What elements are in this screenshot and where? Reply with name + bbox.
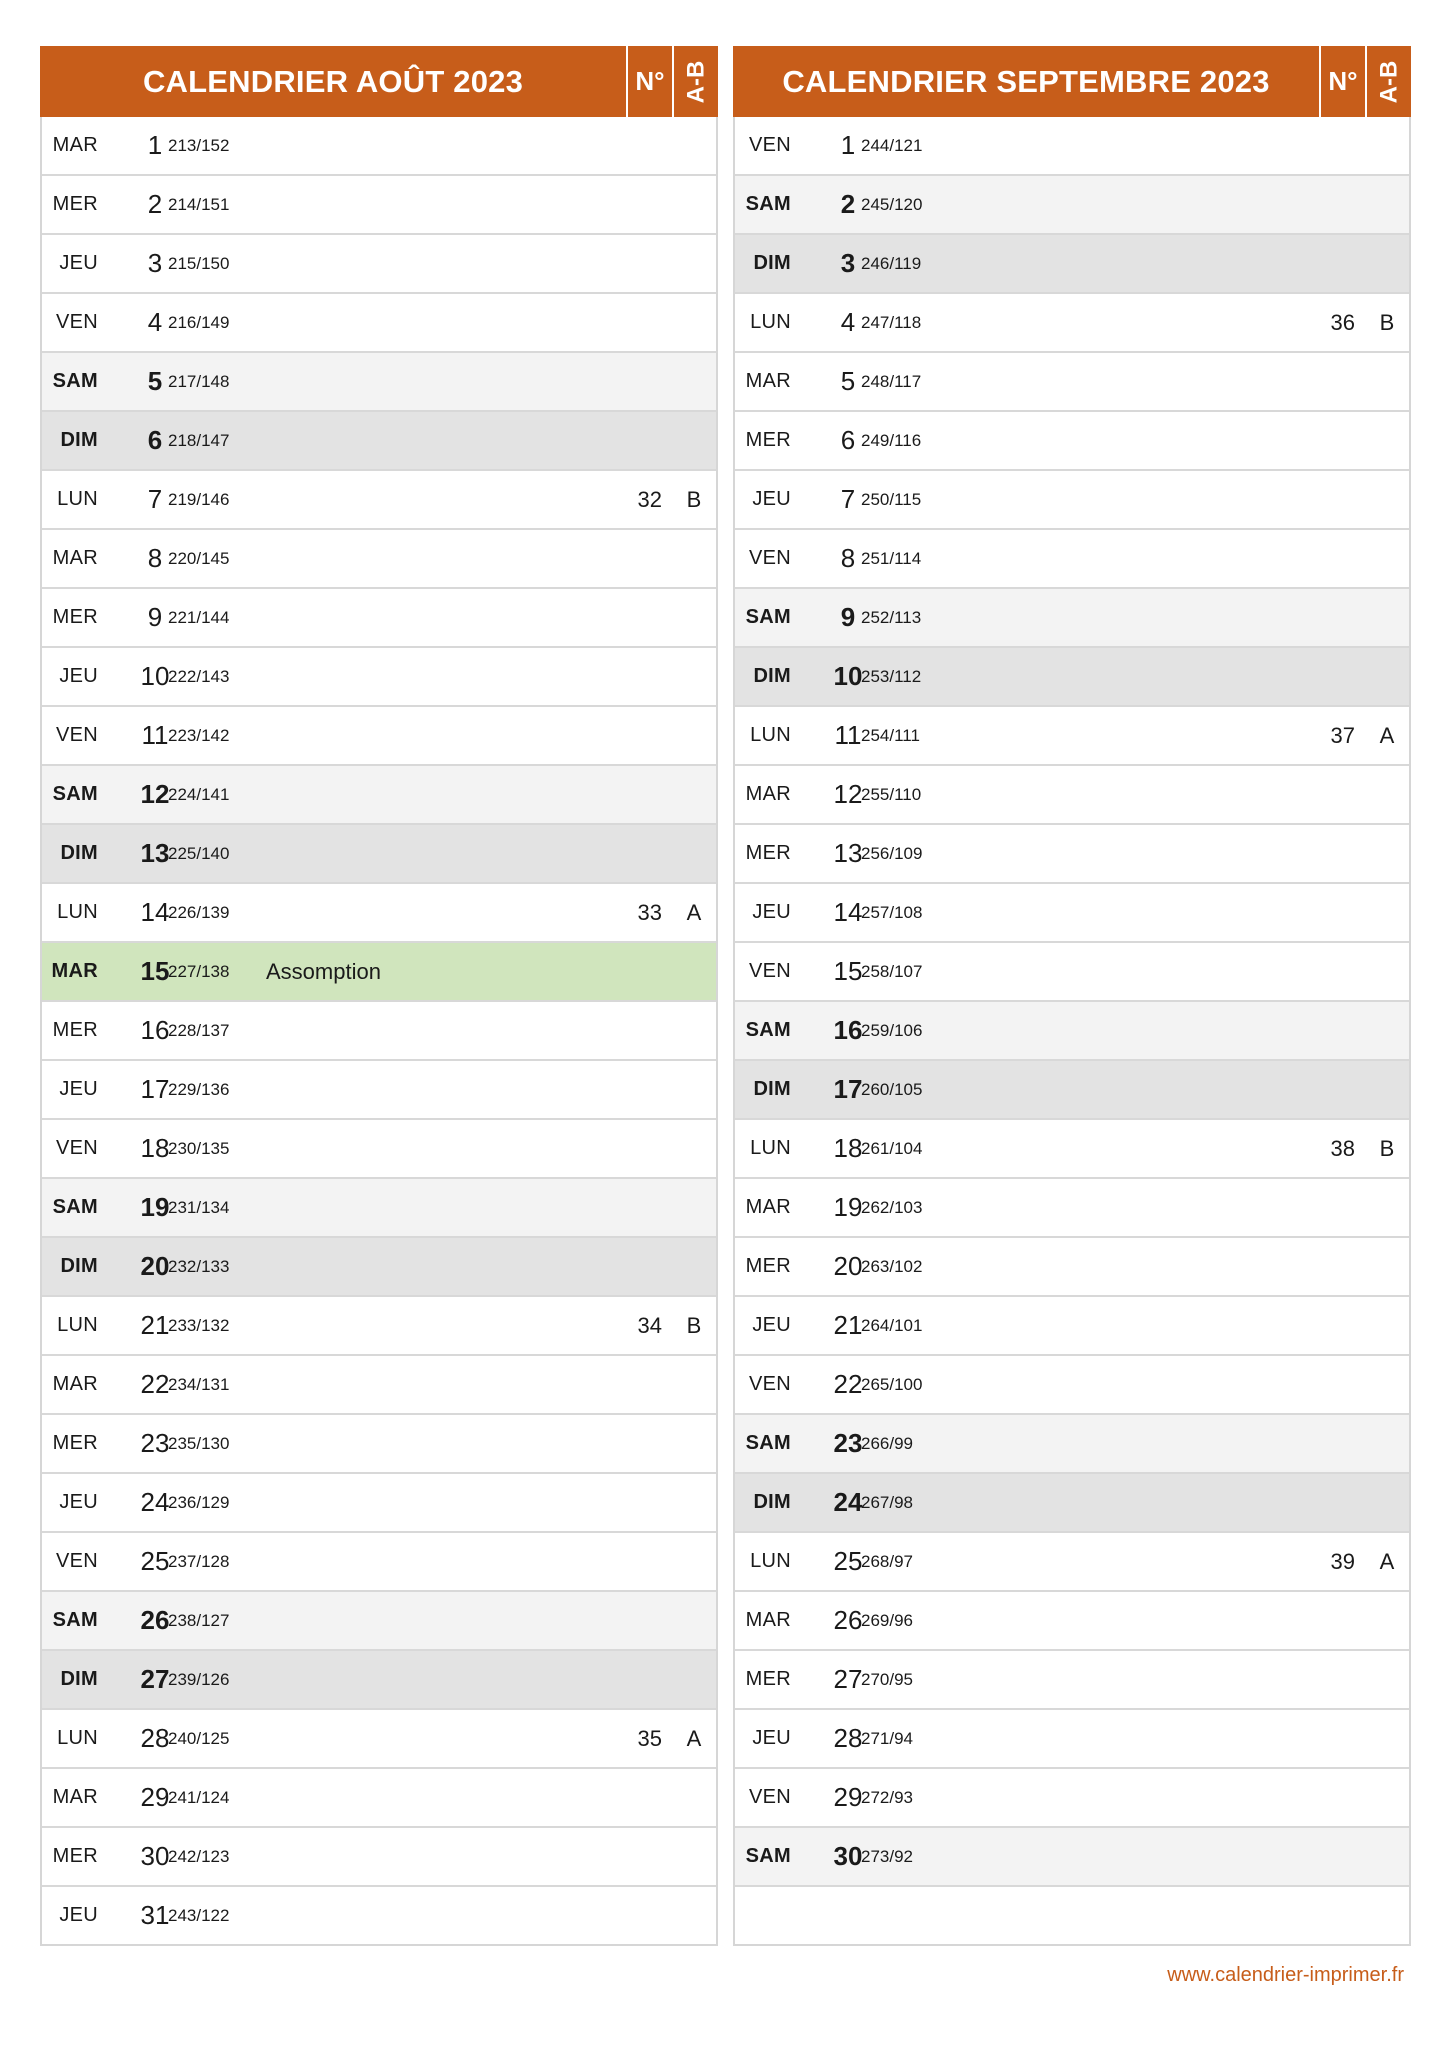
day-ordinal: 221/144 — [168, 607, 230, 627]
day-ordinal: 255/110 — [861, 784, 922, 804]
day-number: 5 — [147, 366, 163, 396]
day-ordinal: 220/145 — [168, 548, 230, 568]
day-number: 2 — [147, 189, 163, 219]
day-ordinal: 222/143 — [168, 666, 230, 686]
week-ab: A — [686, 1725, 702, 1751]
day-row — [42, 1826, 716, 1885]
day-row — [42, 469, 716, 528]
day-ordinal: 236/129 — [168, 1492, 230, 1512]
week-number: 32 — [637, 486, 662, 512]
day-of-week: JEU — [752, 488, 791, 510]
day-ordinal: 230/135 — [168, 1138, 230, 1158]
day-number: 6 — [147, 425, 163, 455]
day-row — [42, 1059, 716, 1118]
day-of-week: VEN — [748, 1373, 791, 1395]
day-row — [735, 646, 1409, 705]
day-row — [735, 410, 1409, 469]
day-ordinal: 238/127 — [168, 1610, 230, 1630]
day-row — [735, 941, 1409, 1000]
day-row — [42, 1767, 716, 1826]
day-ordinal: 264/101 — [861, 1315, 923, 1335]
week-ab: B — [686, 486, 702, 512]
week-ab-header-label: A-B — [682, 60, 709, 103]
day-number: 9 — [147, 602, 163, 632]
day-number: 29 — [140, 1782, 170, 1812]
day-of-week: JEU — [752, 1314, 791, 1336]
day-number: 24 — [140, 1487, 170, 1517]
day-of-week: VEN — [748, 1786, 791, 1808]
day-of-week: LUN — [57, 488, 98, 510]
day-of-week: VEN — [748, 547, 791, 569]
day-row — [42, 1295, 716, 1354]
day-of-week: JEU — [59, 252, 98, 274]
day-of-week: MER — [52, 1845, 98, 1867]
day-ordinal: 269/96 — [861, 1610, 913, 1630]
week-number: 34 — [637, 1312, 662, 1338]
day-ordinal: 266/99 — [861, 1433, 913, 1453]
week-ab: A — [686, 899, 702, 925]
day-ordinal: 227/138 — [168, 961, 230, 981]
day-of-week: DIM — [753, 1078, 791, 1100]
day-number: 12 — [833, 779, 863, 809]
day-ordinal: 241/124 — [168, 1787, 230, 1807]
day-ordinal: 271/94 — [861, 1728, 913, 1748]
day-number: 22 — [140, 1369, 170, 1399]
day-ordinal: 234/131 — [168, 1374, 230, 1394]
day-ordinal: 250/115 — [861, 489, 922, 509]
day-of-week: DIM — [60, 1255, 98, 1277]
day-ordinal: 247/118 — [861, 312, 922, 332]
day-number: 21 — [140, 1310, 170, 1340]
day-number: 5 — [840, 366, 856, 396]
day-number: 19 — [140, 1192, 170, 1222]
day-number: 7 — [840, 484, 856, 514]
day-ordinal: 245/120 — [861, 194, 923, 214]
day-of-week: VEN — [748, 960, 791, 982]
day-number: 13 — [140, 838, 170, 868]
day-of-week: SAM — [52, 1609, 98, 1631]
day-ordinal: 268/97 — [861, 1551, 913, 1571]
day-row — [42, 174, 716, 233]
day-number: 28 — [833, 1723, 863, 1753]
week-ab: B — [1379, 309, 1395, 335]
day-number: 28 — [140, 1723, 170, 1753]
day-ordinal: 263/102 — [861, 1256, 923, 1276]
day-of-week: LUN — [57, 1314, 98, 1336]
day-ordinal: 218/147 — [168, 430, 230, 450]
day-of-week: SAM — [52, 370, 98, 392]
day-of-week: JEU — [752, 901, 791, 923]
day-number: 4 — [840, 307, 856, 337]
day-number: 17 — [833, 1074, 863, 1104]
day-of-week: DIM — [60, 429, 98, 451]
day-number: 4 — [147, 307, 163, 337]
day-of-week: LUN — [750, 724, 791, 746]
day-row — [735, 587, 1409, 646]
day-ordinal: 254/111 — [861, 725, 920, 745]
day-row — [735, 1236, 1409, 1295]
week-number: 39 — [1330, 1548, 1355, 1574]
day-number: 13 — [833, 838, 863, 868]
day-number: 17 — [140, 1074, 170, 1104]
day-ordinal: 237/128 — [168, 1551, 230, 1571]
day-of-week: JEU — [59, 665, 98, 687]
calendar-title: CALENDRIER SEPTEMBRE 2023 — [782, 63, 1270, 99]
day-ordinal: 228/137 — [168, 1020, 230, 1040]
day-number: 3 — [147, 248, 163, 278]
day-number: 14 — [833, 897, 863, 927]
day-number: 21 — [833, 1310, 863, 1340]
day-number: 14 — [140, 897, 170, 927]
day-number: 10 — [833, 661, 863, 691]
day-rows — [42, 117, 716, 1944]
day-of-week: MER — [52, 1019, 98, 1041]
day-number: 18 — [140, 1133, 170, 1163]
day-of-week: MAR — [745, 1609, 791, 1631]
day-ordinal: 262/103 — [861, 1197, 923, 1217]
day-ordinal: 270/95 — [861, 1669, 913, 1689]
day-row — [735, 351, 1409, 410]
calendar-header — [733, 46, 1411, 117]
day-number: 29 — [833, 1782, 863, 1812]
day-of-week: VEN — [55, 1137, 98, 1159]
day-ordinal: 214/151 — [168, 194, 230, 214]
day-row — [42, 646, 716, 705]
day-number: 1 — [147, 130, 163, 160]
day-row — [42, 233, 716, 292]
day-row — [735, 1649, 1409, 1708]
day-of-week: DIM — [753, 665, 791, 687]
week-number-header: N° — [1319, 46, 1365, 117]
day-ordinal: 219/146 — [168, 489, 230, 509]
calendar-header — [40, 46, 718, 117]
day-ordinal: 260/105 — [861, 1079, 923, 1099]
day-row — [735, 469, 1409, 528]
day-ordinal: 226/139 — [168, 902, 230, 922]
day-number: 19 — [833, 1192, 863, 1222]
day-ordinal: 223/142 — [168, 725, 230, 745]
day-rows — [735, 117, 1409, 1944]
week-number: 33 — [637, 899, 662, 925]
day-number: 6 — [840, 425, 856, 455]
day-row — [42, 1708, 716, 1767]
day-row — [42, 823, 716, 882]
day-of-week: MER — [745, 429, 791, 451]
day-of-week: LUN — [750, 311, 791, 333]
day-row — [42, 705, 716, 764]
day-number: 7 — [147, 484, 163, 514]
day-of-week: VEN — [55, 724, 98, 746]
day-row — [42, 587, 716, 646]
day-ordinal: 233/132 — [168, 1315, 230, 1335]
day-row — [735, 882, 1409, 941]
day-ordinal: 224/141 — [168, 784, 230, 804]
day-row — [42, 1531, 716, 1590]
day-ordinal: 259/106 — [861, 1020, 923, 1040]
day-of-week: LUN — [57, 1727, 98, 1749]
day-row — [735, 1413, 1409, 1472]
week-number: 36 — [1330, 309, 1355, 335]
day-of-week: LUN — [57, 901, 98, 923]
day-of-week: JEU — [59, 1904, 98, 1926]
day-ordinal: 242/123 — [168, 1846, 230, 1866]
day-row — [42, 1118, 716, 1177]
day-ordinal: 261/104 — [861, 1138, 923, 1158]
day-row — [735, 1767, 1409, 1826]
day-ordinal: 229/136 — [168, 1079, 230, 1099]
day-of-week: DIM — [753, 1491, 791, 1513]
day-row — [735, 1590, 1409, 1649]
day-of-week: LUN — [750, 1550, 791, 1572]
day-row — [42, 1413, 716, 1472]
day-ordinal: 243/122 — [168, 1905, 230, 1925]
day-ordinal: 215/150 — [168, 253, 230, 273]
day-number: 22 — [833, 1369, 863, 1399]
day-ordinal: 213/152 — [168, 135, 230, 155]
week-ab: B — [686, 1312, 702, 1338]
day-of-week: MAR — [52, 1373, 98, 1395]
day-of-week: JEU — [59, 1491, 98, 1513]
day-number: 30 — [833, 1841, 863, 1871]
day-number: 2 — [840, 189, 856, 219]
week-ab: A — [1379, 722, 1395, 748]
day-row — [735, 823, 1409, 882]
day-number: 23 — [833, 1428, 863, 1458]
day-row — [42, 1885, 716, 1944]
day-row — [42, 351, 716, 410]
day-of-week: MER — [745, 1668, 791, 1690]
calendar-title: CALENDRIER AOÛT 2023 — [142, 63, 524, 99]
day-of-week: MER — [745, 1255, 791, 1277]
day-number: 20 — [833, 1251, 863, 1281]
day-number: 16 — [140, 1015, 170, 1045]
day-ordinal: 240/125 — [168, 1728, 230, 1748]
day-row — [42, 1177, 716, 1236]
day-of-week: MAR — [52, 547, 98, 569]
day-row — [735, 528, 1409, 587]
day-ordinal: 256/109 — [861, 843, 923, 863]
day-ordinal: 217/148 — [168, 371, 230, 391]
day-ordinal: 225/140 — [168, 843, 230, 863]
day-of-week: SAM — [52, 1196, 98, 1218]
day-of-week: JEU — [752, 1727, 791, 1749]
day-row — [42, 528, 716, 587]
day-ordinal: 244/121 — [861, 135, 923, 155]
day-of-week: MAR — [51, 960, 98, 982]
day-ordinal: 253/112 — [861, 666, 922, 686]
day-ordinal: 258/107 — [861, 961, 923, 981]
day-number: 30 — [140, 1841, 170, 1871]
day-row — [42, 1236, 716, 1295]
day-row — [735, 292, 1409, 351]
day-number: 16 — [833, 1015, 863, 1045]
day-number: 31 — [140, 1900, 170, 1930]
day-of-week: SAM — [745, 1019, 791, 1041]
day-number: 11 — [141, 720, 169, 750]
day-of-week: MAR — [52, 134, 98, 156]
day-row — [735, 1708, 1409, 1767]
day-number: 20 — [140, 1251, 170, 1281]
day-row — [735, 1059, 1409, 1118]
calendar-august — [40, 46, 718, 1946]
day-row — [735, 174, 1409, 233]
day-of-week: VEN — [55, 311, 98, 333]
week-ab-header — [672, 46, 718, 117]
day-of-week: LUN — [750, 1137, 791, 1159]
day-note: Assomption — [266, 958, 381, 984]
week-ab: B — [1379, 1135, 1395, 1161]
day-ordinal: 272/93 — [861, 1787, 913, 1807]
empty-row — [735, 1885, 1409, 1944]
week-number-header: N° — [626, 46, 672, 117]
day-row — [42, 1649, 716, 1708]
week-number: 35 — [637, 1725, 662, 1751]
day-number: 3 — [840, 248, 856, 278]
day-ordinal: 265/100 — [861, 1374, 923, 1394]
day-row — [42, 410, 716, 469]
day-of-week: DIM — [753, 252, 791, 274]
day-of-week: SAM — [745, 1845, 791, 1867]
day-row — [735, 1295, 1409, 1354]
day-number: 25 — [833, 1546, 863, 1576]
day-row — [735, 117, 1409, 174]
day-of-week: MER — [52, 1432, 98, 1454]
week-number: 37 — [1330, 722, 1355, 748]
day-row — [42, 1472, 716, 1531]
day-of-week: SAM — [745, 1432, 791, 1454]
day-row — [42, 882, 716, 941]
day-ordinal: 251/114 — [861, 548, 922, 568]
day-row — [735, 1826, 1409, 1885]
day-ordinal: 235/130 — [168, 1433, 230, 1453]
day-number: 18 — [833, 1133, 863, 1163]
day-of-week: MAR — [745, 1196, 791, 1218]
day-of-week: MAR — [52, 1786, 98, 1808]
day-number: 26 — [140, 1605, 170, 1635]
day-number: 27 — [140, 1664, 170, 1694]
day-row — [735, 764, 1409, 823]
day-row — [42, 292, 716, 351]
day-row — [42, 117, 716, 174]
day-ordinal: 231/134 — [168, 1197, 230, 1217]
day-of-week: VEN — [748, 134, 791, 156]
day-row — [735, 1118, 1409, 1177]
day-number: 11 — [834, 720, 862, 750]
day-number: 27 — [833, 1664, 863, 1694]
day-ordinal: 252/113 — [861, 607, 922, 627]
day-ordinal: 273/92 — [861, 1846, 913, 1866]
day-of-week: MER — [52, 606, 98, 628]
day-of-week: DIM — [60, 842, 98, 864]
day-number: 15 — [833, 956, 863, 986]
day-row — [735, 1354, 1409, 1413]
day-row — [42, 1354, 716, 1413]
day-ordinal: 248/117 — [861, 371, 922, 391]
day-number: 12 — [140, 779, 170, 809]
day-number: 1 — [840, 130, 856, 160]
day-number: 9 — [840, 602, 856, 632]
day-ordinal: 239/126 — [168, 1669, 230, 1689]
day-row — [42, 764, 716, 823]
day-number: 26 — [833, 1605, 863, 1635]
week-ab-header-label: A-B — [1375, 60, 1402, 103]
day-of-week: SAM — [745, 606, 791, 628]
day-of-week: VEN — [55, 1550, 98, 1572]
day-row — [42, 1000, 716, 1059]
day-row — [735, 1531, 1409, 1590]
day-of-week: MER — [745, 842, 791, 864]
day-of-week: SAM — [745, 193, 791, 215]
day-number: 25 — [140, 1546, 170, 1576]
day-row — [735, 233, 1409, 292]
day-ordinal: 257/108 — [861, 902, 923, 922]
week-number: 38 — [1330, 1135, 1355, 1161]
day-number: 10 — [140, 661, 170, 691]
day-ordinal: 267/98 — [861, 1492, 913, 1512]
day-row — [735, 705, 1409, 764]
day-row — [42, 1590, 716, 1649]
calendar-september — [733, 46, 1411, 1946]
week-ab-header — [1365, 46, 1411, 117]
footer-url[interactable]: www.calendrier-imprimer.fr — [1167, 1964, 1404, 1986]
day-of-week: MER — [52, 193, 98, 215]
day-of-week: DIM — [60, 1668, 98, 1690]
day-number: 8 — [147, 543, 163, 573]
day-row — [735, 1177, 1409, 1236]
day-ordinal: 216/149 — [168, 312, 230, 332]
day-number: 15 — [140, 956, 170, 986]
day-row — [735, 1472, 1409, 1531]
day-number: 23 — [140, 1428, 170, 1458]
week-ab: A — [1379, 1548, 1395, 1574]
day-row — [42, 941, 716, 1000]
day-number: 8 — [840, 543, 856, 573]
day-number: 24 — [833, 1487, 863, 1517]
day-ordinal: 232/133 — [168, 1256, 230, 1276]
day-ordinal: 246/119 — [861, 253, 922, 273]
day-row — [735, 1000, 1409, 1059]
day-of-week: MAR — [745, 370, 791, 392]
day-of-week: MAR — [745, 783, 791, 805]
day-of-week: SAM — [52, 783, 98, 805]
day-ordinal: 249/116 — [861, 430, 922, 450]
day-of-week: JEU — [59, 1078, 98, 1100]
